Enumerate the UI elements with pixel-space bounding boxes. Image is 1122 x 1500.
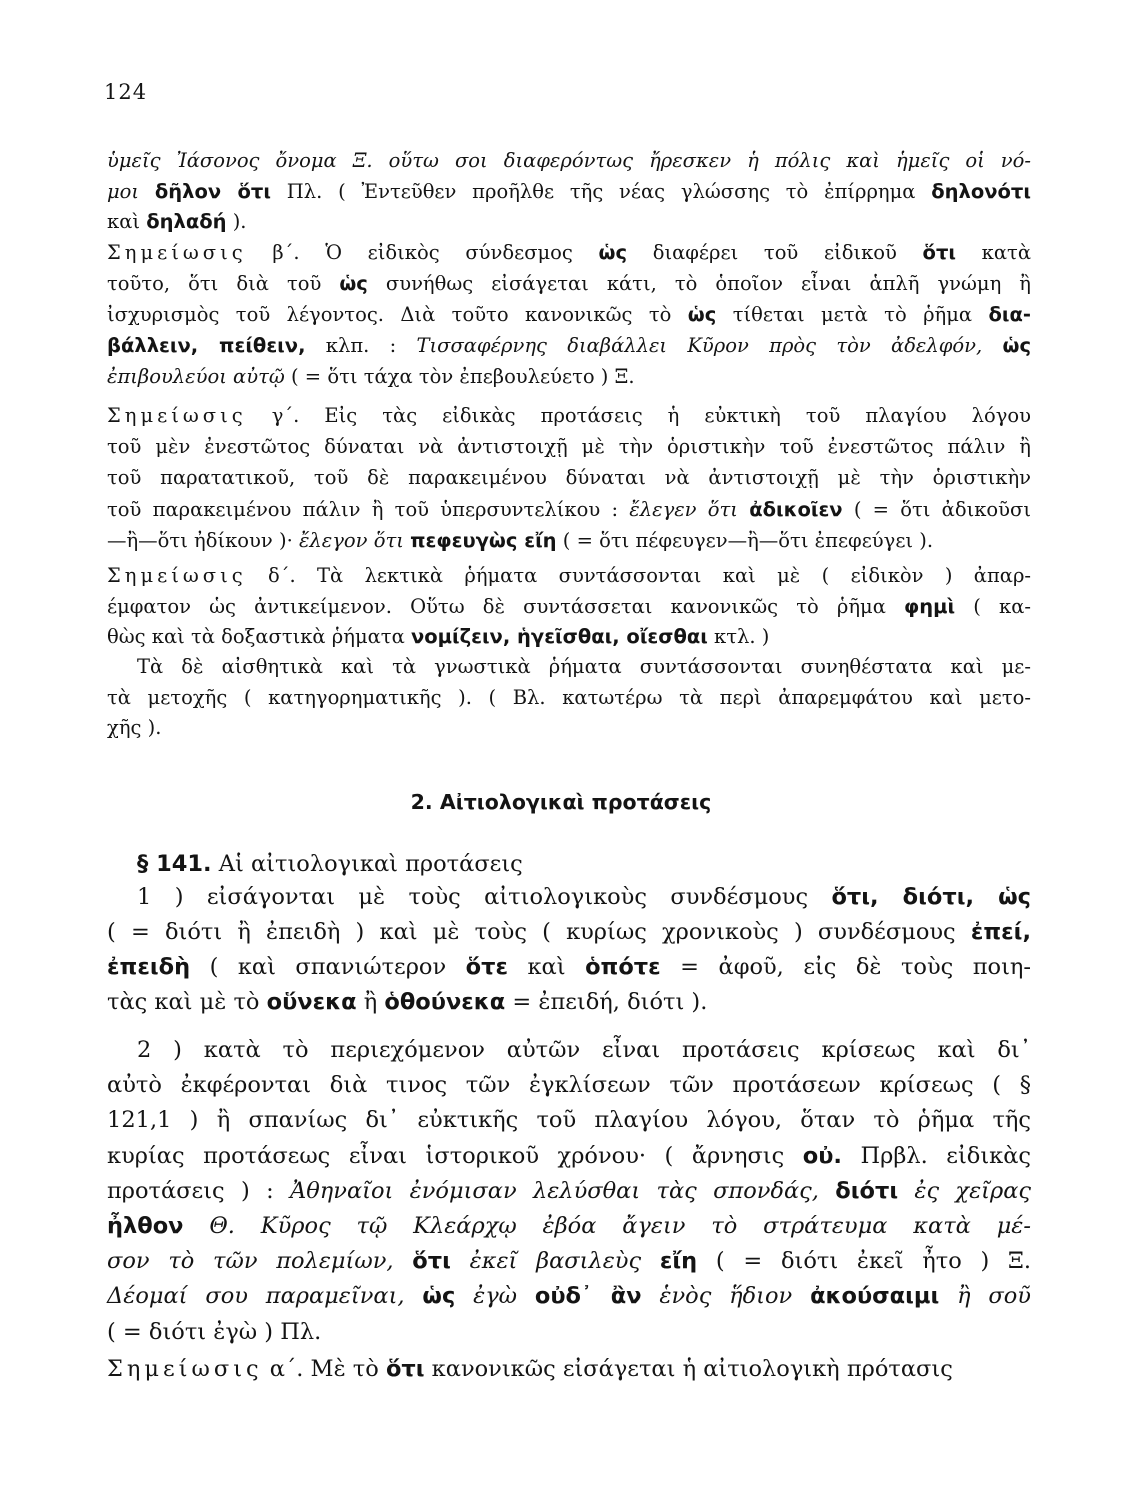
text-segment: καὶ	[508, 954, 586, 980]
text-segment: Πρβλ. εἰδικὰς	[841, 1142, 1032, 1169]
section-heading: 2. Αἰτιολογικαὶ προτάσεις	[410, 790, 712, 814]
text-segment: δ΄. Τὰ λεκτικὰ ῥήματα συντάσσονται καὶ μὲ ( εἰδικὸν ) ἀπαρ-	[246, 564, 1031, 587]
text-segment: κλπ. :	[305, 334, 417, 357]
text-segment: ὅτι, διότι, ὡς	[831, 884, 1031, 910]
text-line	[107, 299, 1031, 330]
text-segment: Τὰ δὲ αἰσθητικὰ καὶ τὰ γνωστικὰ ῥήματα συντάσσονται συνηθέστατα καὶ με-	[137, 655, 1031, 678]
text-segment: ἐπεί,	[970, 919, 1031, 945]
text-segment: ὅτι	[922, 241, 956, 264]
text-segment: κανονικῶς εἰσάγεται ἡ αἰτιολογικὴ πρότασις	[424, 1356, 953, 1382]
text-segment: 121,1 ) ἢ σπανίως δι᾽ εὐκτικῆς τοῦ πλαγίου λόγου, ὅταν τὸ ῥῆμα τῆς	[107, 1107, 1031, 1134]
text-segment: ὁθούνεκα	[384, 989, 506, 1015]
text-segment: ἐκεῖ βασιλεὺς	[450, 1248, 660, 1275]
text-line	[107, 1103, 1031, 1138]
text-segment: ἔλεγεν ὅτι	[629, 497, 750, 521]
text-segment: ( = ὅτι ἀδικοῦσι	[842, 497, 1031, 521]
text-line	[107, 268, 1031, 299]
text-segment: = ἀφοῦ, εἰς δὲ τοὺς ποιη-	[660, 954, 1031, 980]
paragraph-note-b	[107, 237, 1031, 392]
text-segment: = ἐπειδή, διότι ).	[505, 989, 708, 1015]
text-segment: τὰ μετοχῆς ( κατηγορηματικῆς ). ( Βλ. κατωτέρω τὰ περὶ ἀπαρεμφάτου καὶ μετο-	[107, 685, 1031, 709]
text-segment: ὡς	[422, 1283, 456, 1310]
text-line	[107, 1244, 1031, 1279]
text-segment: Ἀθηναῖοι ἐνόμισαν λελύσθαι τὰς σπονδάς,	[290, 1177, 836, 1204]
text-line	[107, 915, 1031, 950]
text-segment: ὡς	[687, 303, 717, 326]
text-segment: μοι	[107, 179, 155, 203]
text-segment: ( κα-	[955, 594, 1031, 618]
text-line	[107, 1068, 1031, 1103]
text-segment: θὼς καὶ τὰ δοξαστικὰ ῥήματα	[107, 625, 411, 648]
text-segment: δῆλον ὅτι	[154, 179, 271, 203]
text-segment: ὁπότε	[585, 954, 661, 980]
text-segment: ὡς	[1002, 334, 1032, 357]
text-segment: ( = ὅτι τάχα τὸν ἐπεβουλεύετο ) Ξ.	[284, 365, 635, 388]
text-line	[107, 622, 1031, 653]
text-segment: ἢ	[356, 989, 385, 1015]
text-segment: συνήθως εἰσάγεται κάτι, τὸ ὁποῖον εἶναι ἁπλῆ γνώμη ἢ	[367, 272, 1031, 295]
text-line	[107, 683, 1031, 714]
text-segment: α΄. Μὲ τὸ	[262, 1356, 386, 1382]
text-segment: β΄. Ὁ εἰδικὸς σύνδεσμος	[246, 241, 599, 264]
text-segment: δια-	[988, 303, 1031, 326]
text-segment: τίθεται μετὰ τὸ ῥῆμα	[716, 303, 989, 326]
text-segment: Σημείωσις	[107, 404, 247, 427]
text-line	[107, 950, 1031, 985]
text-segment: 2 ) κατὰ τὸ περιεχόμενον αὐτῶν εἶναι προτάσεις κρίσεως καὶ δι᾽	[137, 1037, 1031, 1063]
paragraph-perception-verbs	[107, 652, 1031, 744]
text-segment: τοῦ παρακειμένου πάλιν ἢ τοῦ ὑπερσυντελίκου :	[107, 497, 630, 521]
section-141-point-2	[107, 1033, 1031, 1350]
text-segment: φημὶ	[904, 594, 956, 618]
text-segment: ἀδικοῖεν	[749, 497, 843, 521]
text-line	[107, 1139, 1031, 1174]
text-segment: ὡς	[598, 241, 628, 264]
text-segment: αὐτὸ ἐκφέρονται διὰ τινος τῶν ἐγκλίσεων τῶν προτάσεων κρίσεως ( §	[107, 1072, 1031, 1099]
text-line	[107, 330, 1031, 361]
text-line	[107, 1279, 1031, 1314]
paragraph-note-d	[107, 561, 1031, 653]
text-line	[107, 561, 1031, 592]
text-segment: σον τὸ τῶν πολεμίων,	[107, 1248, 413, 1275]
text-segment: Θ. Κῦρος τῷ Κλεάρχῳ ἐβόα ἄγειν τὸ στράτευμα κατὰ μέ-	[183, 1213, 1031, 1239]
text-segment: τοῦ παρατατικοῦ, τοῦ δὲ παρακειμένου δύναται νὰ ἀντιστοιχῇ μὲ τὴν ὁριστικὴν	[107, 466, 1031, 490]
section-141-intro	[107, 846, 1031, 882]
page-number: 124	[104, 80, 148, 104]
text-line	[137, 652, 1031, 683]
text-line	[107, 462, 1031, 493]
text-segment: εἴη	[659, 1248, 698, 1275]
text-segment: οὕνεκα	[266, 989, 357, 1015]
text-segment: οὐδ᾽ ἂν	[534, 1283, 642, 1310]
text-line	[107, 1315, 1031, 1350]
text-segment: ( καὶ σπανιώτερον	[190, 954, 466, 980]
text-segment: οὐ.	[802, 1142, 842, 1169]
text-segment: ἐπειδὴ	[107, 954, 191, 980]
text-segment: προτάσεις ) :	[107, 1177, 290, 1204]
text-line	[107, 1352, 1031, 1387]
text-segment: —ἢ—ὅτι ἠδίκουν )·	[107, 528, 299, 552]
text-segment: Πλ. ( Ἐντεῦθεν προῆλθε τῆς νέας γλώσσης τὸ ἐπίρρημα	[270, 179, 932, 203]
text-segment: Τισσαφέρνης διαβάλλει Κῦρον πρὸς τὸν ἀδελφόν,	[416, 334, 1003, 357]
text-segment: ἰσχυρισμὸς τοῦ λέγοντος. Διὰ τοῦτο κανονικῶς τὸ	[107, 303, 688, 326]
text-line	[107, 1174, 1031, 1209]
text-segment: διαφέρει τοῦ εἰδικοῦ	[627, 241, 923, 264]
text-line	[107, 1209, 1031, 1244]
paragraph-continuation	[107, 146, 1031, 238]
text-segment: Σημείωσις	[107, 1356, 263, 1382]
text-line	[107, 146, 1031, 177]
text-segment: ὅτι	[385, 1356, 425, 1382]
text-segment: κτλ. )	[707, 625, 770, 648]
text-line	[107, 494, 1031, 525]
text-segment: βάλλειν, πείθειν,	[107, 334, 306, 357]
text-line	[137, 846, 1031, 882]
text-line	[107, 713, 1031, 744]
text-line	[107, 525, 1031, 556]
text-segment: ).	[226, 210, 247, 233]
text-segment: ἢ σοῦ	[939, 1283, 1031, 1310]
text-segment: τοῦτο, ὅτι διὰ τοῦ	[107, 272, 340, 295]
text-segment: κατὰ	[956, 241, 1031, 264]
text-segment: ἐπιβουλεύοι αὐτῷ	[107, 365, 285, 388]
text-segment: ὡς	[339, 272, 368, 295]
text-segment: ὅτε	[465, 954, 508, 980]
text-segment: ὅτι	[412, 1248, 451, 1275]
text-segment: Αἱ αἰτιολογικαὶ προτάσεις	[211, 851, 523, 877]
text-segment: ( = διότι ἐγὼ ) Πλ.	[107, 1318, 322, 1345]
text-line	[107, 177, 1031, 208]
text-segment: § 141.	[137, 851, 212, 877]
text-line	[107, 400, 1031, 431]
text-segment: έμφατον ὡς ἀντικείμενον. Οὕτω δὲ συντάσσεται κανονικῶς τὸ ῥῆμα	[107, 594, 905, 618]
text-segment: διότι	[835, 1177, 899, 1204]
text-segment: ἀκούσαιμι	[810, 1283, 940, 1310]
text-segment: ( = ὅτι πέφευγεν—ἢ—ὅτι ἐπεφεύγει ).	[556, 528, 934, 552]
text-line	[137, 880, 1031, 915]
text-line	[107, 237, 1031, 268]
section-141-note-a	[107, 1352, 1031, 1387]
text-segment: ἐγὼ	[455, 1283, 535, 1310]
text-segment: γ΄. Εἰς τὰς εἰδικὰς προτάσεις ἡ εὐκτικὴ τοῦ πλαγίου λόγου	[246, 404, 1031, 427]
text-segment: καὶ	[107, 210, 147, 233]
text-segment: Σημείωσις	[107, 564, 247, 587]
text-line	[107, 431, 1031, 462]
text-segment: ( = διότι ἢ ἐπειδὴ ) καὶ μὲ τοὺς ( κυρίως χρονικοὺς ) συνδέσμους	[107, 919, 971, 945]
text-segment: 1 ) εἰσάγονται μὲ τοὺς αἰτιολογικοὺς συνδέσμους	[137, 884, 832, 910]
section-141-point-1	[107, 880, 1031, 1020]
text-segment: νομίζειν, ἡγεῖσθαι, οἴεσθαι	[410, 625, 708, 648]
text-line	[107, 592, 1031, 623]
text-segment: ἔλεγον ὅτι	[298, 528, 411, 552]
text-segment: τὰς καὶ μὲ τὸ	[107, 989, 267, 1015]
text-segment: ἑνὸς ἥδιον	[641, 1283, 811, 1310]
text-line	[107, 207, 1031, 238]
text-segment: Σημείωσις	[107, 241, 247, 264]
text-line	[137, 1033, 1031, 1068]
text-segment: πεφευγὼς εἴη	[410, 528, 557, 552]
paragraph-note-g	[107, 400, 1031, 556]
text-segment: χῆς ).	[107, 716, 162, 739]
text-segment: δηλονότι	[931, 179, 1031, 203]
text-line	[107, 985, 1031, 1020]
text-segment: ὑμεῖς Ἰάσονος ὄνομα Ξ. οὕτω σοι διαφερόντως ἤρεσκεν ἡ πόλις καὶ ἡμεῖς οἱ νό-	[107, 149, 1031, 172]
text-segment: Δέομαί σου παραμεῖναι,	[107, 1283, 423, 1310]
text-line	[107, 361, 1031, 392]
text-segment: κυρίας προτάσεως εἶναι ἱστορικοῦ χρόνου· ( ἄρνησις	[107, 1142, 803, 1169]
text-segment: δηλαδή	[146, 210, 227, 233]
text-segment: τοῦ μὲν ἐνεστῶτος δύναται νὰ ἀντιστοιχῇ μὲ τὴν ὁριστικὴν τοῦ ἐνεστῶτος πάλιν ἢ	[107, 435, 1031, 459]
text-segment: ἐς χεῖρας	[898, 1177, 1031, 1204]
text-segment: ( = διότι ἐκεῖ ἦτο ) Ξ.	[697, 1248, 1031, 1275]
text-segment: ἦλθον	[107, 1213, 184, 1239]
